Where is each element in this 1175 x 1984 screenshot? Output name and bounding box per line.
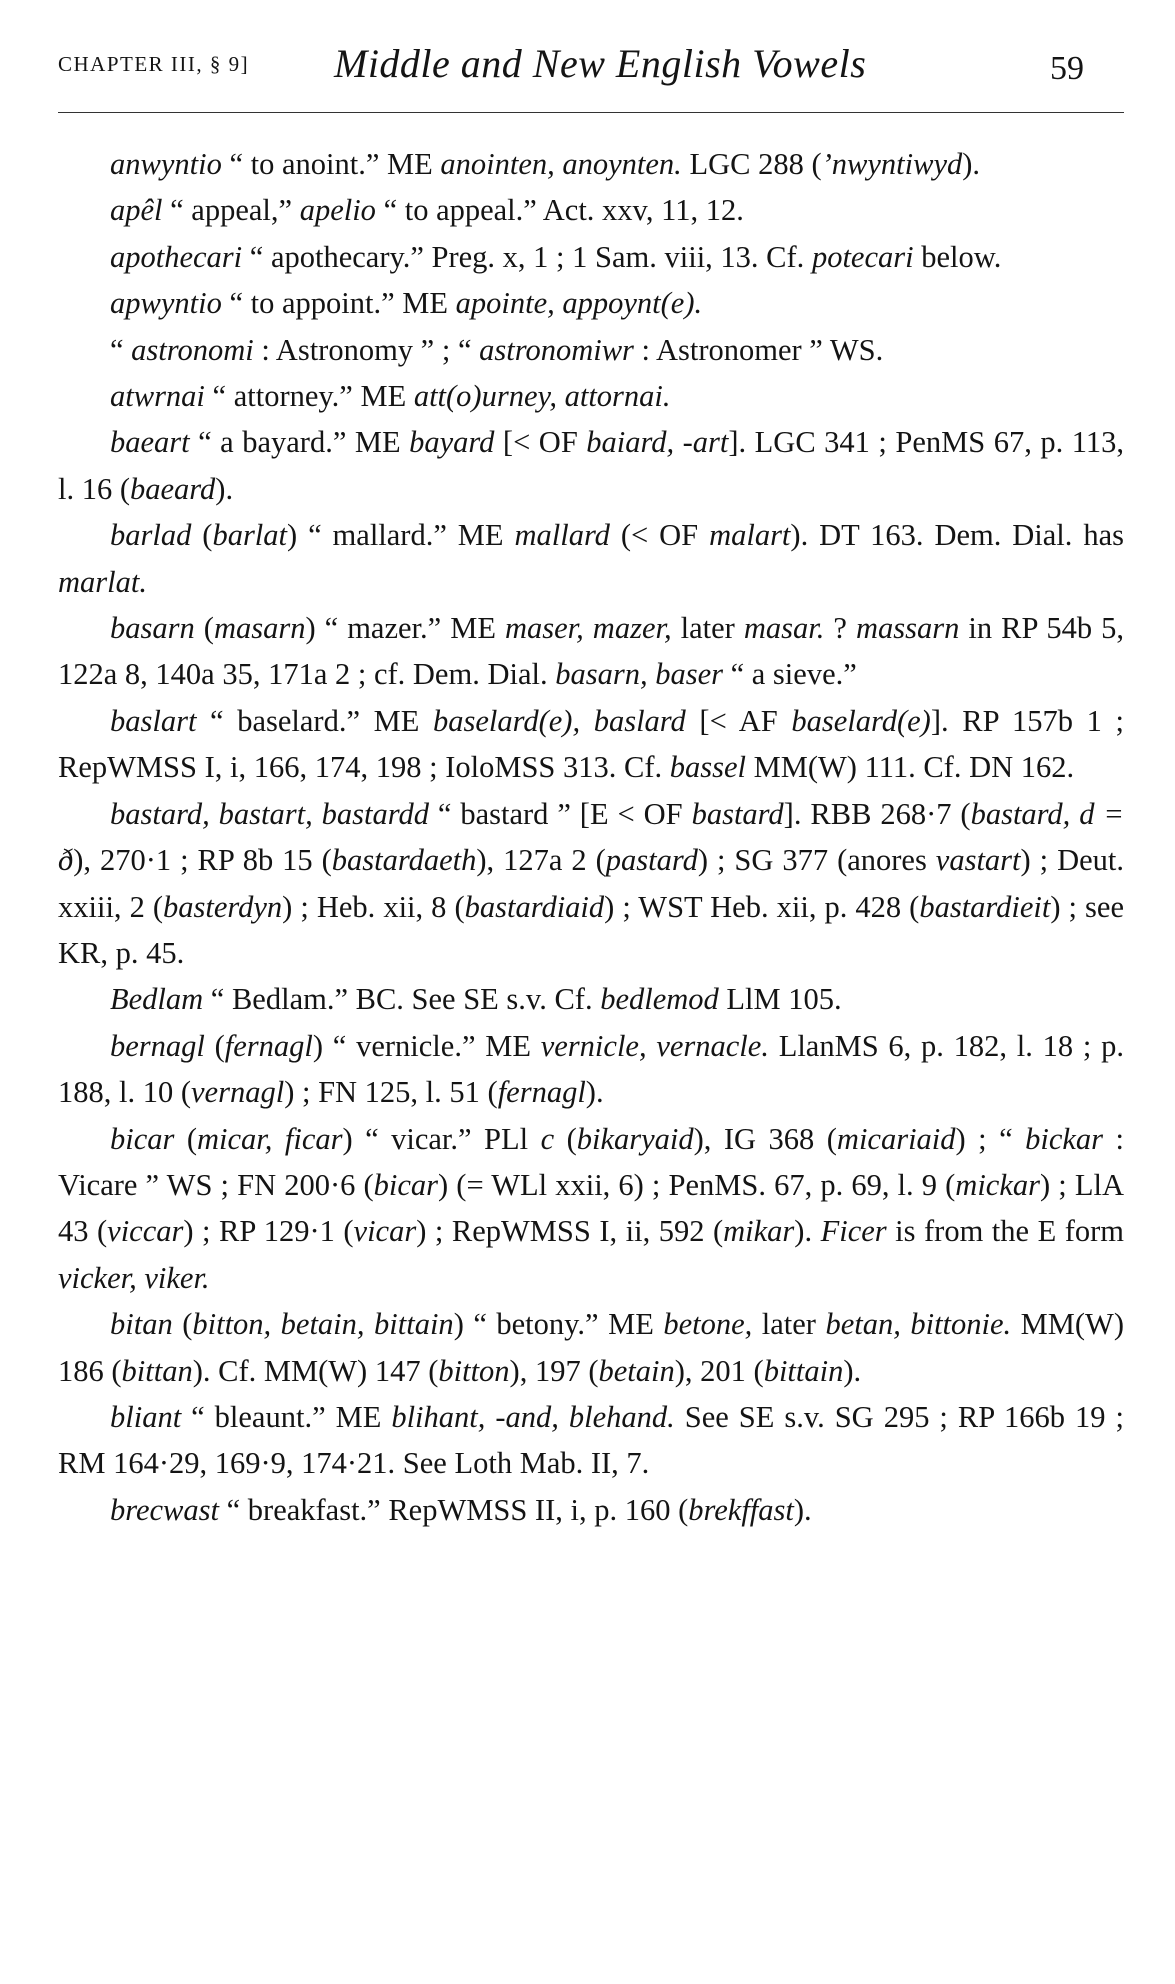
dictionary-entry (58, 1116, 1124, 1302)
entry-text: ) ; Heb. xii, 8 ( (282, 889, 465, 924)
italic-term: betain (598, 1353, 675, 1388)
italic-term: fernagl (224, 1028, 313, 1063)
entry-text: later (671, 611, 744, 646)
entry-text: ) (= WLl xxii, 6) ; PenMS. 67, p. 69, l. 9 ( (438, 1167, 956, 1202)
dictionary-entry (58, 373, 1124, 419)
header-rule (58, 112, 1124, 113)
entry-text: ) ; LlA 43 ( (58, 1167, 1124, 1249)
italic-term: mikar (723, 1214, 795, 1249)
entry-text: [< OF (494, 425, 587, 460)
italic-term: vicar (353, 1214, 417, 1249)
italic-term: baeard (130, 471, 216, 506)
entry-text: ) “ betony.” ME (453, 1307, 664, 1342)
entry-text: “ appeal,” (162, 193, 300, 228)
dictionary-entry (58, 141, 1124, 187)
dictionary-entry (58, 1487, 1124, 1533)
italic-term: bikaryaid (576, 1121, 694, 1156)
entry-text: MM(W) 186 ( (58, 1307, 1124, 1388)
entry-text: in RP 54b 5, 122a 8, 140a 35, 171a 2 ; cf. Dem. Dial. (58, 611, 1124, 692)
entry-text: ( (172, 1307, 193, 1342)
italic-term: basterdyn (163, 889, 283, 924)
italic-term: apelio (299, 193, 376, 228)
italic-term: att(o)urney, attornai. (413, 379, 671, 414)
italic-term: masar. (743, 611, 825, 646)
italic-term: pastard (605, 843, 698, 878)
italic-term: bitan (110, 1307, 173, 1342)
italic-term: bittan (121, 1353, 193, 1388)
entry-text: ). (962, 147, 981, 181)
italic-term: anointen, anoynten. (440, 147, 682, 181)
italic-term: c (540, 1121, 555, 1156)
entry-text: [< AF (685, 703, 792, 738)
entry-text: ) ; RP 129·1 ( (183, 1214, 354, 1249)
italic-term: masarn (213, 611, 306, 646)
italic-term: apothecari (110, 239, 243, 274)
dictionary-entry (58, 605, 1124, 698)
entry-text: ) “ vicar.” PLl (342, 1121, 541, 1156)
entry-text: ( (194, 611, 214, 646)
italic-term: brecwast (110, 1492, 219, 1527)
entry-text: below. (913, 239, 1002, 274)
entry-text: ]. RP 157b 1 ; RepWMSS I, i, 166, 174, 198 ; IoloMSS 313. Cf. (58, 703, 1124, 785)
entry-text: “ breakfast.” RepWMSS II, i, p. 160 ( (219, 1492, 689, 1527)
document-page (58, 36, 1124, 1533)
entry-text: “ to appeal.” Act. xxv, 11, 12. (375, 193, 744, 228)
entry-text: “ to appoint.” ME (221, 286, 456, 321)
italic-term: bitton (438, 1353, 510, 1388)
entry-text: “ to anoint.” ME (221, 147, 441, 181)
entry-text: : Astronomer ” WS. (633, 332, 884, 367)
italic-term: barlad (110, 518, 192, 553)
italic-term: mickar (955, 1167, 1040, 1202)
entry-text: ]. LGC 341 ; PenMS 67, p. 113, l. 16 ( (58, 425, 1124, 506)
italic-term: vernagl (191, 1075, 285, 1110)
italic-term: mallard (514, 518, 610, 553)
italic-term: bicar (110, 1121, 175, 1156)
entry-text: ), 197 ( (509, 1353, 599, 1388)
entry-text: ) ; FN 125, l. 51 ( (284, 1075, 498, 1110)
entry-text: See SE s.v. SG 295 ; RP 166b 19 ; RM 164·29, 169·9, 174·21. See Loth Mab. II, 7. (58, 1399, 1124, 1481)
entry-text: : Astronomy ” ; “ (253, 332, 480, 367)
entry-text: ) ; WST Heb. xii, p. 428 ( (604, 889, 920, 924)
italic-term: baiard, -art (586, 425, 729, 460)
entry-text: : Vicare ” WS ; FN 200·6 ( (58, 1121, 1124, 1202)
italic-term: fernagl (497, 1075, 586, 1110)
page-number: 59 (1050, 50, 1084, 87)
italic-term: malart (709, 518, 791, 553)
italic-term: basarn (110, 611, 195, 646)
italic-term: micar, ficar (197, 1121, 343, 1156)
entry-text: “ attorney.” ME (204, 379, 414, 414)
italic-term: bayard (409, 425, 495, 460)
entry-text: “ bastard ” [E < OF (428, 796, 692, 831)
entry-text: ). (793, 1492, 812, 1527)
entry-text: ). DT 163. Dem. Dial. has (790, 518, 1124, 553)
entry-text: ), 127a 2 ( (476, 843, 606, 878)
entry-text: ). (585, 1075, 604, 1110)
italic-term: bickar (1025, 1121, 1104, 1156)
italic-term: bastardaeth (331, 843, 477, 878)
dictionary-entry (58, 327, 1124, 373)
italic-term: brekffast (688, 1492, 794, 1527)
italic-term: potecari (811, 239, 914, 274)
entry-text: “ apothecary.” Preg. x, 1 ; 1 Sam. viii, 13. Cf. (242, 239, 812, 274)
entry-text: ). (843, 1353, 862, 1388)
italic-term: maser, mazer, (504, 611, 672, 646)
italic-term: bastard (691, 796, 784, 831)
entry-text: “ a bayard.” ME (189, 425, 410, 460)
italic-term: apointe, appoynt(e). (455, 286, 703, 321)
dictionary-entry (58, 791, 1124, 977)
entry-text: ? (824, 611, 856, 646)
italic-term: bastardiaid (464, 889, 605, 924)
entry-text: LGC 288 ( (681, 147, 822, 181)
entry-text: ( (554, 1121, 577, 1156)
italic-term: baselard(e), baslard (433, 703, 686, 738)
entry-text: ( (204, 1028, 225, 1063)
entry-text: ) “ mazer.” ME (305, 611, 505, 646)
italic-term: baselard(e) (791, 703, 931, 738)
entry-text: “ (110, 332, 132, 367)
italic-term: micariaid (836, 1121, 956, 1156)
entry-text: LlM 105. (718, 982, 842, 1017)
entry-text: LlanMS 6, p. 182, l. 18 ; p. 188, l. 10 ( (58, 1028, 1124, 1110)
dictionary-entry (58, 187, 1124, 233)
dictionary-entry (58, 419, 1124, 512)
italic-term: bastardieit (919, 889, 1051, 924)
italic-term: baeart (110, 425, 190, 460)
italic-term: betone, (663, 1307, 753, 1342)
italic-term: vastart (935, 843, 1021, 878)
entry-text: “ bleaunt.” ME (181, 1399, 392, 1434)
italic-term: bastard, bastart, bastardd (110, 796, 429, 831)
entry-text: ) ; RepWMSS I, ii, 592 ( (416, 1214, 724, 1249)
italic-term: bitton, betain, bittain (192, 1307, 454, 1342)
entry-list (58, 141, 1124, 1533)
entry-text: ), IG 368 ( (693, 1121, 837, 1156)
entry-text: “ a sieve.” (722, 657, 857, 692)
entry-text: ). Cf. MM(W) 147 ( (192, 1353, 439, 1388)
italic-term: atwrnai (110, 379, 205, 414)
italic-term: vicker, viker. (58, 1260, 210, 1295)
dictionary-entry (58, 1023, 1124, 1116)
italic-term: ’nwyntiwyd (821, 147, 963, 181)
italic-term: astronomiwr (479, 332, 634, 367)
italic-term: bliant (110, 1399, 182, 1434)
italic-term: bittain (763, 1353, 844, 1388)
entry-text: ) ; see KR, p. 45. (58, 889, 1124, 970)
entry-text: ), 201 ( (674, 1353, 764, 1388)
italic-term: barlat (212, 518, 288, 553)
italic-term: viccar (107, 1214, 184, 1249)
italic-term: Bedlam (110, 982, 204, 1017)
running-header (58, 36, 1124, 100)
dictionary-entry (58, 234, 1124, 280)
italic-term: bicar (373, 1167, 439, 1202)
italic-term: apwyntio (110, 286, 222, 321)
dictionary-entry (58, 1394, 1124, 1487)
italic-term: bastard, d = ð (58, 796, 1124, 878)
italic-term: vernicle, vernacle. (540, 1028, 769, 1063)
italic-term: Ficer (820, 1214, 887, 1249)
entry-text: is from the E form (886, 1214, 1124, 1249)
entry-text: ). (794, 1214, 821, 1249)
italic-term: astronomi (131, 332, 254, 367)
entry-text: ( (174, 1121, 198, 1156)
entry-text: MM(W) 111. Cf. DN 162. (746, 750, 1075, 785)
entry-text: later (752, 1307, 826, 1342)
italic-term: anwyntio (110, 147, 222, 181)
running-title: Middle and New English Vowels (334, 41, 867, 86)
entry-text: “ Bedlam.” BC. See SE s.v. Cf. (203, 982, 601, 1017)
entry-text: “ baselard.” ME (196, 703, 433, 738)
italic-term: marlat. (58, 564, 147, 599)
entry-text: ). (215, 471, 234, 506)
entry-text: ) ; Deut. xxiii, 2 ( (58, 843, 1124, 924)
entry-text: ]. RBB 268·7 ( (783, 796, 971, 831)
italic-term: basarn, baser (555, 657, 723, 692)
entry-text: (< OF (609, 518, 710, 553)
entry-text: ) “ vernicle.” ME (312, 1028, 541, 1063)
entry-text: ) ; “ (955, 1121, 1026, 1156)
dictionary-entry (58, 976, 1124, 1022)
entry-text: ) “ mallard.” ME (287, 518, 515, 553)
italic-term: bassel (669, 750, 746, 785)
dictionary-entry (58, 1301, 1124, 1394)
chapter-reference: CHAPTER III, § 9] (58, 52, 250, 76)
italic-term: bernagl (110, 1028, 205, 1063)
italic-term: betan, bittonie. (825, 1307, 1012, 1342)
italic-term: bedlemod (600, 982, 719, 1017)
dictionary-entry (58, 280, 1124, 326)
entry-text: ( (191, 518, 213, 553)
italic-term: baslart (110, 703, 197, 738)
dictionary-entry (58, 512, 1124, 605)
italic-term: massarn (855, 611, 960, 646)
entry-text: ) ; SG 377 (anores (697, 843, 936, 878)
entry-text: ), 270·1 ; RP 8b 15 ( (73, 843, 332, 878)
italic-term: blihant, -and, blehand. (391, 1399, 675, 1434)
dictionary-entry (58, 698, 1124, 791)
italic-term: apêl (110, 193, 163, 228)
